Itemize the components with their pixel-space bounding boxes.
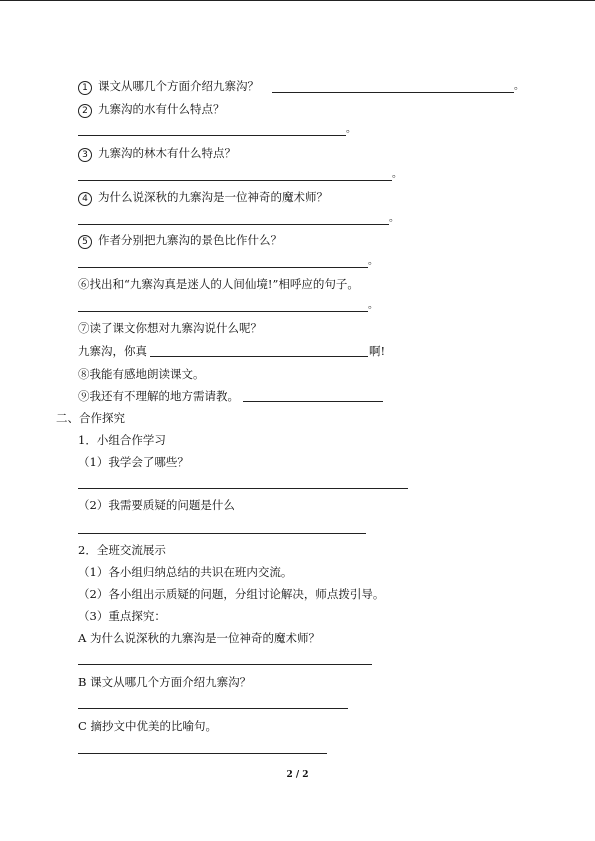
subheading-class-exchange: 2．全班交流展示 [78, 543, 166, 557]
question-5 [78, 233, 282, 249]
question-6: ⑥找出和“九寨沟真是迷人的人间仙境!”相呼应的句子。 [78, 277, 359, 291]
question-4 [78, 190, 328, 206]
explore-question-b: B 课文从哪几个方面介绍九寨沟？ [78, 675, 252, 689]
answer-line-4[interactable] [78, 224, 389, 225]
period: 。 [514, 81, 524, 92]
section-2-heading: 二、合作探究 [56, 411, 125, 425]
explore-question-a: A 为什么说深秋的九寨沟是一位神奇的魔术师？ [78, 631, 320, 645]
question-1 [78, 79, 259, 95]
question-5-text: 作者分别把九寨沟的景色比作什么？ [98, 233, 282, 247]
answer-line-7[interactable] [150, 356, 368, 357]
question-2-text: 九寨沟的水有什么特点？ [98, 102, 225, 116]
page-top-rule [0, 0, 595, 1]
question-learned: （1）我学会了哪些？ [78, 455, 189, 469]
answer-line-3[interactable] [78, 180, 392, 181]
number-circle: 5 [78, 235, 92, 249]
answer-line-6[interactable] [78, 311, 368, 312]
question-4-text: 为什么说深秋的九寨沟是一位神奇的魔术师？ [98, 190, 328, 204]
question-1-text: 课文从哪几个方面介绍九寨沟？ [98, 79, 259, 93]
explore-question-c: C 摘抄文中优美的比喻句。 [78, 719, 217, 733]
exchange-item-2: （2）各小组出示质疑的问题，分组讨论解决，师点拨引导。 [78, 587, 385, 601]
question-3-text: 九寨沟的林木有什么特点？ [98, 146, 236, 160]
exchange-item-3: （3）重点探究： [78, 609, 166, 623]
question-7: ⑦读了课文你想对九寨沟说什么呢？ [78, 321, 262, 335]
period: 。 [368, 300, 378, 311]
question-3 [78, 146, 236, 162]
exchange-item-1: （1）各小组归纳总结的共识在班内交流。 [78, 565, 293, 579]
question-2 [78, 102, 225, 118]
answer-line-learned[interactable] [78, 488, 408, 489]
answer-line-5[interactable] [78, 267, 368, 268]
number-circle: 4 [78, 192, 92, 206]
number-circle: 2 [78, 104, 92, 118]
answer-line-doubts[interactable] [78, 533, 366, 534]
question-7-prefix: 九寨沟，你真 [78, 344, 147, 358]
question-7-suffix: 啊! [369, 344, 386, 358]
answer-line-c[interactable] [78, 753, 327, 754]
answer-line-1[interactable] [272, 92, 514, 93]
page-number: 2 / 2 [286, 770, 309, 780]
subheading-group-study: 1．小组合作学习 [78, 433, 166, 447]
answer-line-9[interactable] [243, 401, 383, 402]
number-circle: 1 [78, 81, 92, 95]
answer-line-b[interactable] [78, 708, 348, 709]
question-9: ⑨我还有不理解的地方需请教。 [78, 389, 239, 403]
period: 。 [368, 256, 378, 267]
period: 。 [392, 169, 402, 180]
answer-line-a[interactable] [78, 664, 372, 665]
number-circle: 3 [78, 148, 92, 162]
period: 。 [346, 124, 356, 135]
question-doubts: （2）我需要质疑的问题是什么 [78, 498, 235, 512]
period: 。 [389, 213, 399, 224]
answer-line-2[interactable] [78, 135, 346, 136]
question-8: ⑧我能有感地朗读课文。 [78, 367, 205, 381]
